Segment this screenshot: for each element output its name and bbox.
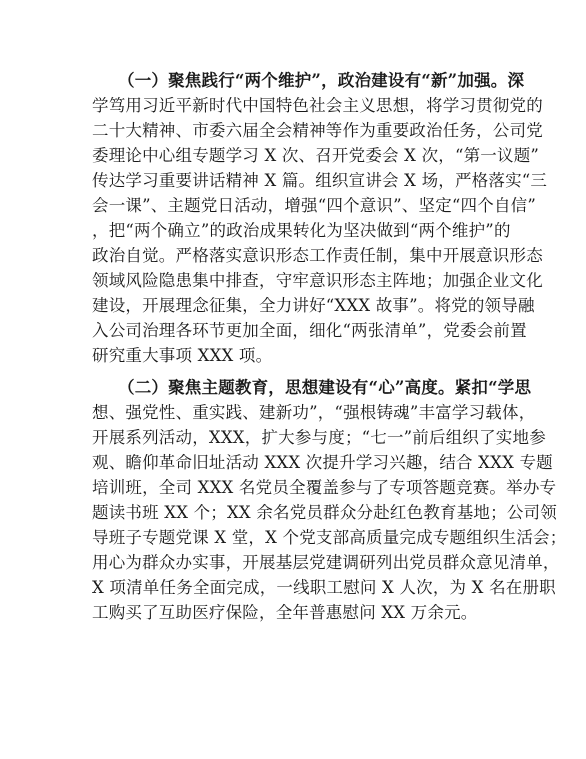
text-line: 题读书班 XX 个；XX 余名党员群众分赴红色教育基地；公司领 — [92, 503, 557, 522]
text-line: 领域风险隐患集中排查，守牢意识形态主阵地；加强企业文化 — [92, 271, 543, 290]
text-line: （二）聚焦主题教育，思想建设有“心”高度。紧扣“学思 — [118, 378, 532, 397]
text-line: 二十大精神、市委六届全会精神等作为重要政治任务，公司党 — [92, 121, 543, 140]
text-line: 用心为群众办实事，开展基层党建调研列出党员群众意见清单， — [92, 553, 560, 572]
text-line: 想、强党性、重实践、建新功”，“强根铸魂”丰富学习载体， — [92, 403, 536, 422]
text-line: 政治自觉。严格落实意识形态工作责任制，集中开展意识形态 — [92, 246, 543, 265]
text-line: 传达学习重要讲话精神 X 篇。组织宣讲会 X 场，严格落实“三 — [92, 171, 548, 190]
text-line: 委理论中心组专题学习 X 次、召开党委会 X 次，“第一议题” — [92, 146, 540, 165]
text-line: 导班子专题党课 X 堂，X 个党支部高质量完成专题组织生活会； — [92, 528, 567, 547]
text-line: 入公司治理各环节更加全面，细化“两张清单”，党委会前置 — [92, 321, 527, 340]
text-line: 观、瞻仰革命旧址活动 XXX 次提升学习兴趣，结合 XXX 专题 — [92, 453, 553, 472]
text-line: X 项清单任务全面完成，一线职工慰问 X 人次，为 X 名在册职 — [92, 578, 556, 597]
text-line: 会一课”、主题党日活动，增强“四个意识”、坚定“四个自信” — [92, 196, 536, 215]
text-line: （一）聚焦践行“两个维护”，政治建设有“新”加强。深 — [118, 71, 525, 90]
text-line: 研究重大事项 XXX 项。 — [92, 346, 273, 365]
text-line: 开展系列活动，XXX，扩大参与度；“七一”前后组织了实地参 — [92, 428, 546, 447]
text-line: 工购买了互助医疗保险，全年普惠慰问 XX 万余元。 — [92, 603, 478, 622]
text-line: 学笃用习近平新时代中国特色社会主义思想，将学习贯彻党的 — [92, 96, 543, 115]
text-line: 培训班，全司 XXX 名党员全覆盖参与了专项答题竞赛。举办专 — [92, 478, 557, 497]
text-line: ，把“两个确立”的政治成果转化为坚决做到“两个维护”的 — [92, 221, 511, 240]
text-line: 建设，开展理念征集，全力讲好“XXX 故事”。将党的领导融 — [92, 296, 535, 315]
